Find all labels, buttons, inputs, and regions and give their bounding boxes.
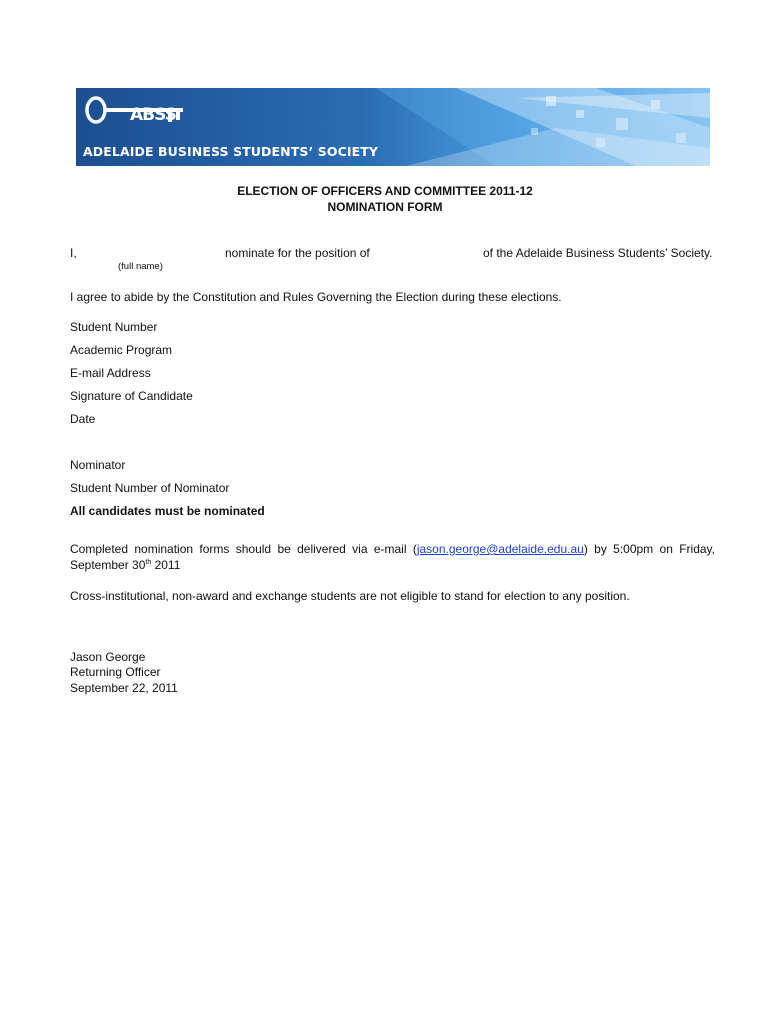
signature-date: September 22, 2011 (70, 681, 178, 695)
delivery-line-2: September 30th 2011 (70, 558, 181, 572)
email-link[interactable]: jason.george@adelaide.edu.au (416, 542, 584, 556)
full-name-hint: (full name) (118, 261, 163, 272)
field-student-number: Student Number (70, 320, 158, 334)
agreement-statement: I agree to abide by the Constitution and Rules Governing the Election during these elections. (70, 290, 562, 304)
field-email-address: E-mail Address (70, 366, 151, 380)
officer-role: Returning Officer (70, 665, 161, 679)
form-heading: ELECTION OF OFFICERS AND COMMITTEE 2011-12 (237, 184, 533, 198)
form-subheading: NOMINATION FORM (327, 200, 443, 214)
header-banner (76, 88, 710, 166)
nomination-i-label: I, (70, 246, 77, 260)
nomination-society-label: of the Adelaide Business Students’ Society. (483, 246, 713, 260)
must-nominate-notice: All candidates must be nominated (70, 504, 265, 518)
delivery-line-1: Completed nomination forms should be delivered via e-mail (jason.george@adelaide.edu.au) by 5:00pm on Friday, (70, 542, 715, 556)
logo-text: ABSS (130, 105, 176, 125)
field-academic-program: Academic Program (70, 343, 173, 357)
field-date: Date (70, 412, 96, 426)
eligibility-notice: Cross-institutional, non-award and exchange students are not eligible to stand for election to any position. (70, 589, 630, 603)
field-nominator: Nominator (70, 458, 126, 472)
officer-name: Jason George (70, 650, 146, 664)
field-signature: Signature of Candidate (70, 389, 193, 403)
nomination-position-label: nominate for the position of (225, 246, 370, 260)
society-name: ADELAIDE BUSINESS STUDENTS’ SOCIETY (83, 144, 379, 159)
field-nominator-student-number: Student Number of Nominator (70, 481, 230, 495)
